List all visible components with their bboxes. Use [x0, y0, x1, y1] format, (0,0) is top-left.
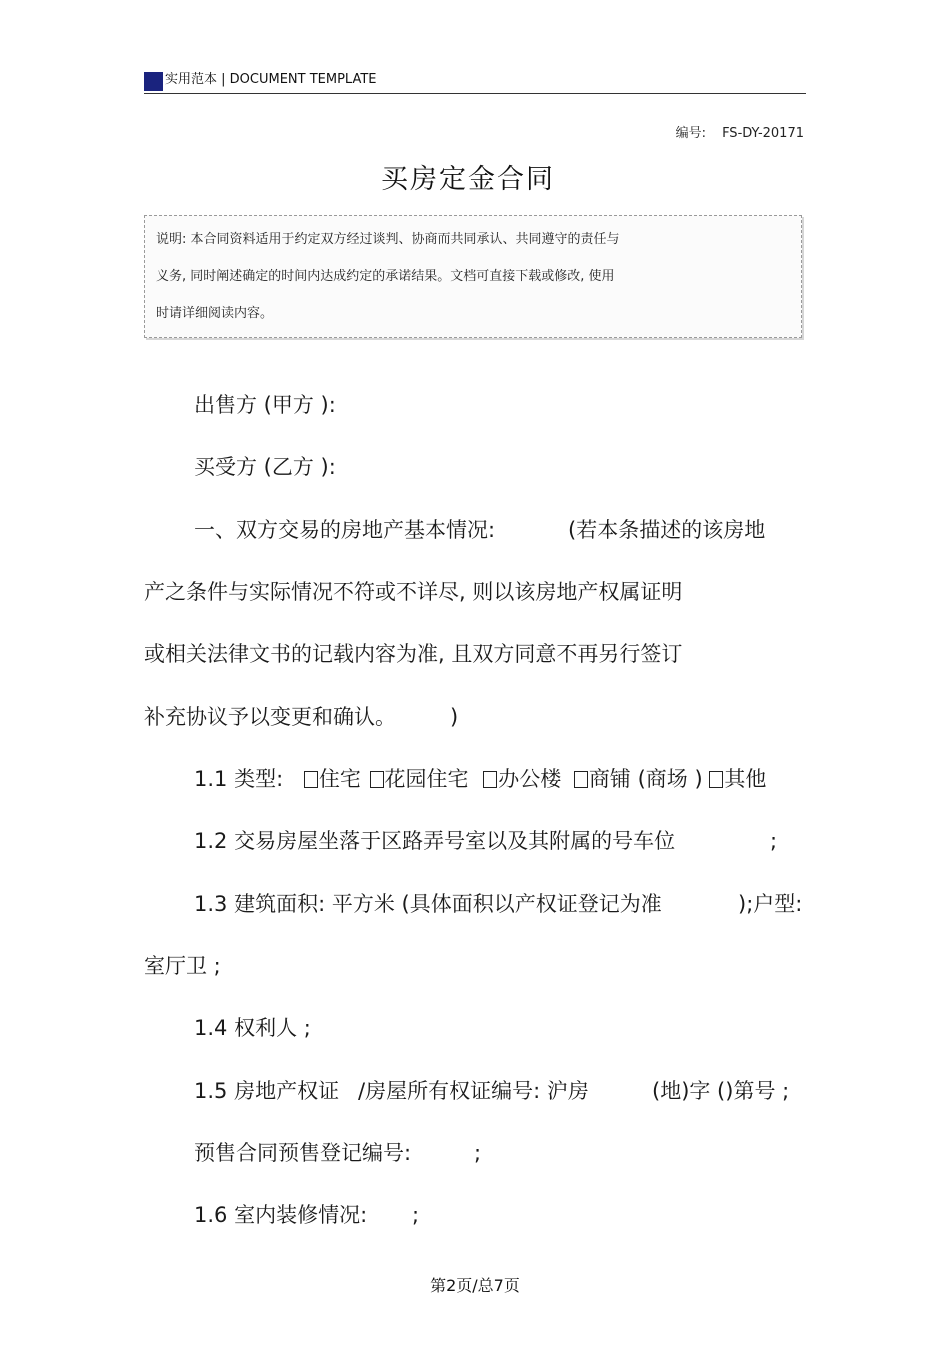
item-1-2-end: ; — [770, 829, 778, 853]
option-garden-residential: 花园住宅 — [384, 767, 469, 791]
checkbox-shop[interactable] — [574, 771, 588, 788]
item-1-3-layout: 室厅卫 ; — [144, 954, 221, 978]
section-1-note-line: 产之条件与实际情况不符或不详尽, 则以该房地产权属证明 — [144, 580, 683, 604]
item-1-3-layout-label: );户型: — [738, 892, 803, 916]
header-text: 实用范本 | DOCUMENT TEMPLATE — [165, 72, 377, 87]
item-1-5-certificate: 1.5 房地产权证 — [194, 1079, 340, 1103]
document-number-value: FS-DY-20171 — [722, 126, 804, 141]
description-box — [144, 215, 802, 338]
item-1-4-owner: 1.4 权利人 ; — [194, 1016, 311, 1040]
section-1-note-close: ) — [450, 705, 459, 729]
item-1-3-area: 1.3 建筑面积: 平方米 (具体面积以产权证登记为准 — [194, 892, 662, 916]
section-1-note-line: 或相关法律文书的记载内容为准, 且双方同意不再另行签订 — [144, 642, 683, 666]
item-1-5-presale-number: 预售合同预售登记编号: — [194, 1141, 412, 1165]
item-1-6-decoration: 1.6 室内装修情况: — [194, 1203, 368, 1227]
seller-line: 出售方 (甲方 ): — [194, 393, 336, 417]
document-number — [676, 126, 804, 142]
document-number-label: 编号: — [675, 126, 707, 141]
item-1-2-location: 1.2 交易房屋坐落于区路弄号室以及其附属的号车位 — [194, 829, 676, 853]
option-residential: 住宅 — [318, 767, 361, 791]
item-1-6-end: ; — [412, 1203, 420, 1227]
option-office: 办公楼 — [498, 767, 562, 791]
section-1-note-start: (若本条描述的该房地 — [568, 518, 766, 542]
option-shop: 商铺 (商场 ) — [588, 767, 703, 791]
page-title: 买房定金合同 — [381, 164, 555, 195]
item-1-1-type — [194, 765, 766, 793]
description-line: 时请详细阅读内容。 — [156, 306, 274, 321]
section-1-heading — [194, 516, 495, 544]
section-1-title: 一、双方交易的房地产基本情况: — [194, 518, 496, 542]
checkbox-office[interactable] — [483, 771, 497, 788]
buyer-line: 买受方 (乙方 ): — [194, 455, 336, 479]
item-1-5-certificate-suffix: (地)字 ()第号 ; — [652, 1079, 790, 1103]
option-other: 其他 — [724, 767, 767, 791]
item-1-5-presale-end: ; — [474, 1141, 482, 1165]
description-line: 义务, 同时阐述确定的时间内达成约定的承诺结果。文档可直接下载或修改, 使用 — [156, 269, 615, 284]
template-logo-square — [144, 72, 163, 91]
item-1-1-label: 1.1 类型: — [194, 767, 284, 791]
section-1-note-end: 补充协议予以变更和确认。 — [144, 705, 396, 729]
checkbox-residential[interactable] — [304, 771, 318, 788]
checkbox-garden-residential[interactable] — [370, 771, 384, 788]
page-indicator: 第2页/总7页 — [430, 1276, 520, 1295]
checkbox-other[interactable] — [709, 771, 723, 788]
page-header — [144, 68, 806, 94]
description-line: 说明: 本合同资料适用于约定双方经过谈判、协商而共同承认、共同遵守的责任与 — [156, 232, 620, 247]
item-1-5-certificate-number: /房屋所有权证编号: 沪房 — [358, 1079, 589, 1103]
